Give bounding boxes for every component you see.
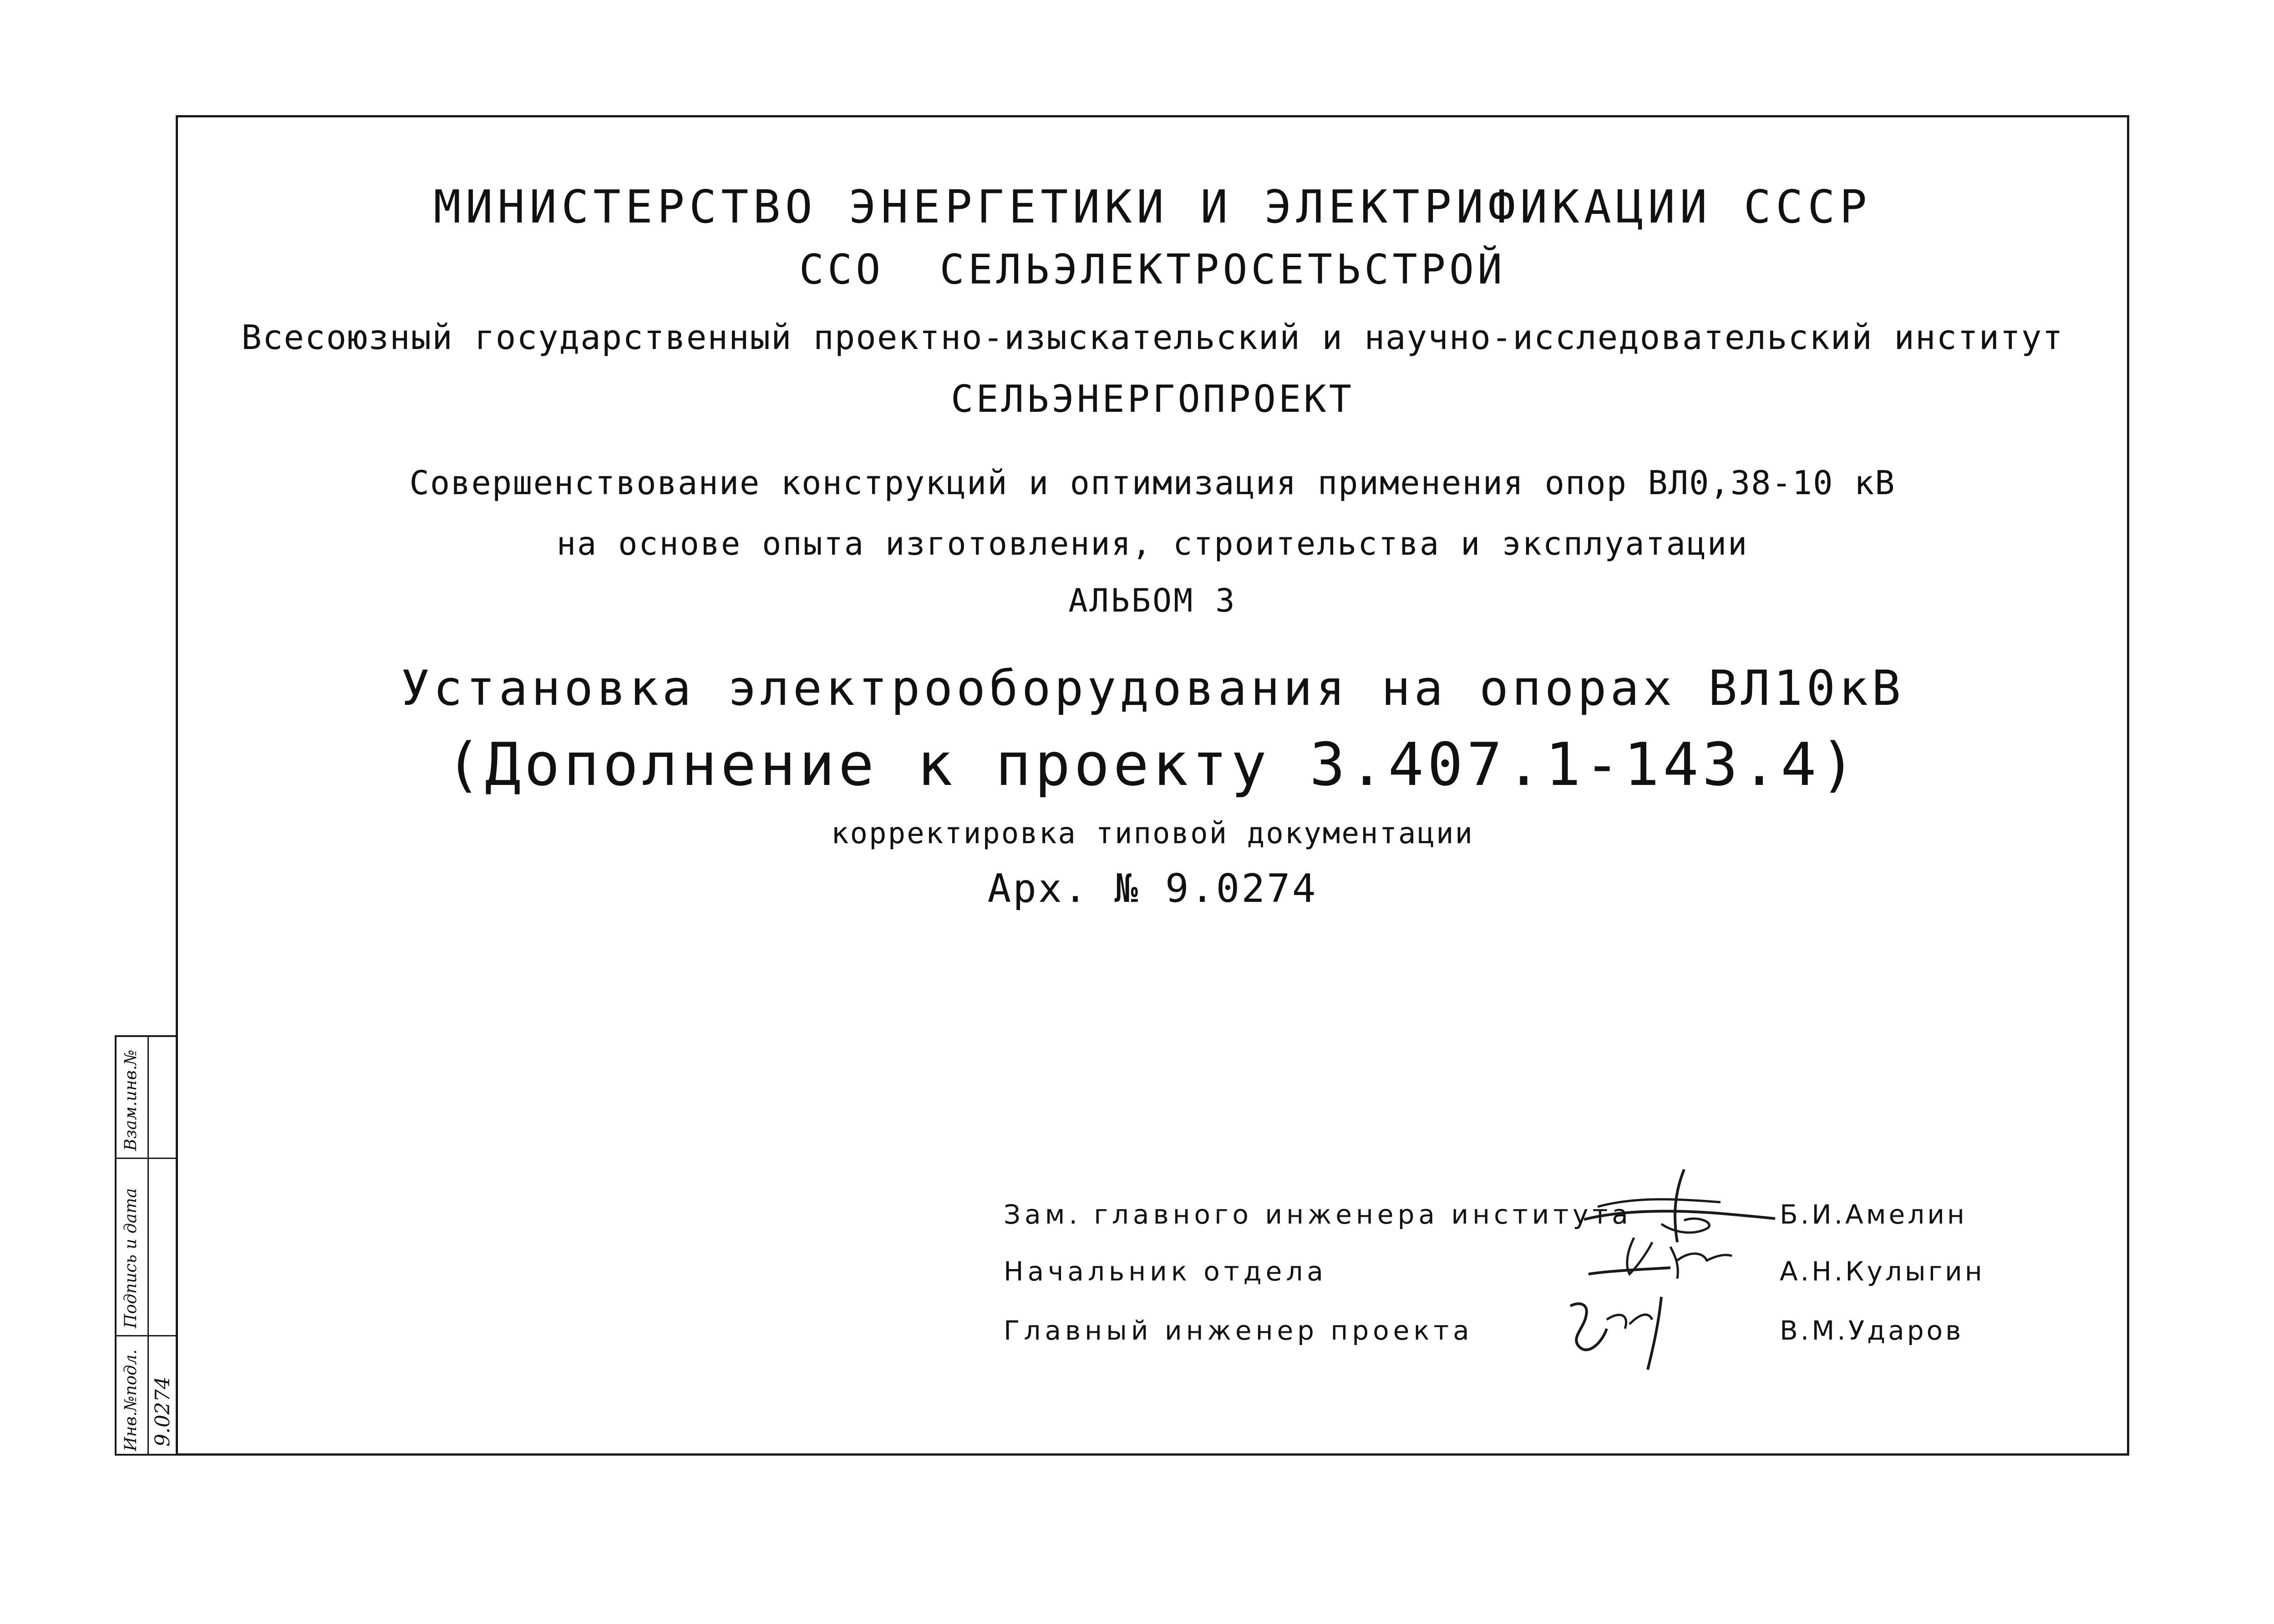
series-basis: на основе опыта изготовления, строительства и эксплуатации <box>556 525 1749 562</box>
signature-name: Б.И.Амелин <box>1780 1199 1967 1230</box>
document-title: Установка электрооборудования на опорах ВЛ10кВ <box>401 660 1904 716</box>
institute-heading: Всесоюзный государственный проектно-изыскательский и научно-исследовательский институт <box>241 318 2064 357</box>
album-label: АЛЬБОМ 3 <box>1068 582 1237 619</box>
signature-role: Начальник отдела <box>1004 1256 1327 1287</box>
correction-note: корректировка типовой документации <box>831 817 1474 850</box>
stamp-label: Подпись и дата <box>122 1188 140 1328</box>
stamp-divider <box>117 1335 176 1336</box>
stamp-label: Инв.№подл. <box>122 1349 140 1451</box>
signature-name: В.М.Ударов <box>1780 1315 1964 1346</box>
association-heading: ССО СЕЛЬЭЛЕКТРОСЕТЬСТРОЙ <box>799 246 1506 293</box>
signature-role: Зам. главного инженера института <box>1004 1199 1632 1230</box>
stamp-divider <box>117 1158 176 1159</box>
signature-name: А.Н.Кулыгин <box>1780 1256 1985 1287</box>
stamp-inventory-number: 9.0274 <box>151 1376 174 1447</box>
stamp-divider <box>147 1037 149 1454</box>
document-addition: (Дополнение к проекту 3.407.1-143.4) <box>446 730 1859 799</box>
stamp-label: Взам.инв.№ <box>122 1049 140 1151</box>
inventory-stamp <box>115 1035 178 1456</box>
series-topic: Совершенствование конструкций и оптимизация применения опор ВЛ0,38-10 кВ <box>409 464 1896 502</box>
handwritten-signature <box>1561 1288 1680 1374</box>
signature-role: Главный инженер проекта <box>1004 1315 1473 1346</box>
institute-name: СЕЛЬЭНЕРГОПРОЕКТ <box>951 378 1354 421</box>
ministry-heading: МИНИСТЕРСТВО ЭНЕРГЕТИКИ И ЭЛЕКТРИФИКАЦИИ СССР <box>433 180 1872 233</box>
handwritten-signature <box>1584 1229 1734 1288</box>
archive-number: Арх. № 9.0274 <box>987 866 1318 911</box>
